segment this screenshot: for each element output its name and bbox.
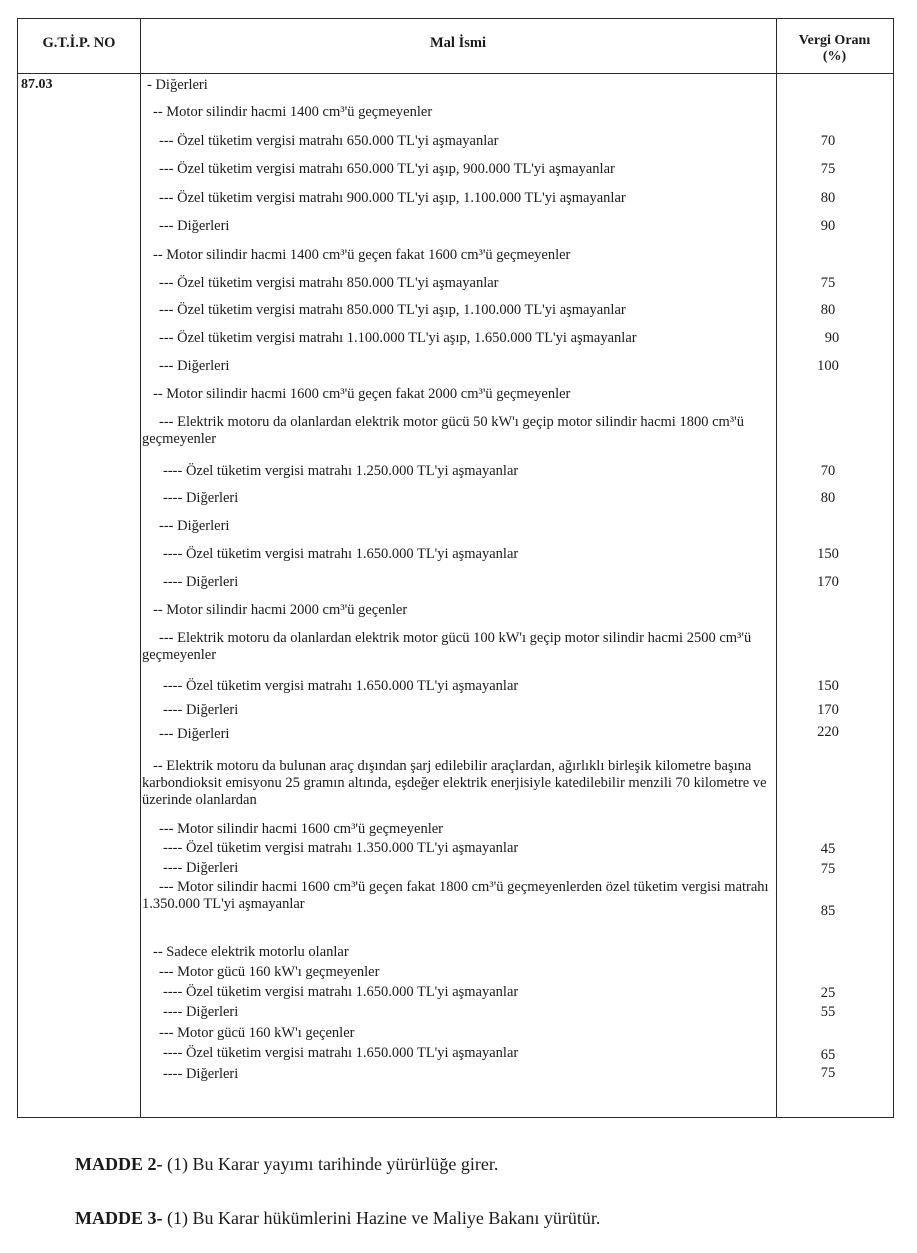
row-text: --- Özel tüketim vergisi matrahı 650.000 TL'yi aşıp, 900.000 TL'yi aşmayanlar [159,161,615,177]
article-3-label: MADDE 3- [75,1208,163,1228]
article-2-text: (1) Bu Karar yayımı tarihinde yürürlüğe girer. [162,1154,499,1174]
row-text: ---- Özel tüketim vergisi matrahı 1.250.000 TL'yi aşmayanlar [163,463,519,479]
row-text: --- Diğerleri [159,358,230,374]
row-text: ---- Diğerleri [163,1004,239,1020]
row-rate: 80 [820,190,836,206]
row-rate: 65 [820,1047,836,1063]
row-text: ---- Diğerleri [163,860,239,876]
row-rate: 70 [820,133,836,149]
row-text: --- Elektrik motoru da olanlardan elektrik motor gücü 100 kW'ı geçip motor silindir hacmi 2500 cm³'ü geçmeyenler [142,630,752,663]
row-rate: 85 [820,903,836,919]
row-rate: 75 [820,161,836,177]
row-text: --- Özel tüketim vergisi matrahı 1.100.000 TL'yi aşıp, 1.650.000 TL'yi aşmayanlar [159,330,637,346]
header-gtip-no: G.T.İ.P. NO [42,35,116,51]
row-text: --- Özel tüketim vergisi matrahı 850.000 TL'yi aşmayanlar [159,275,499,291]
row-text: --- Motor silindir hacmi 1600 cm³'ü geçmeyenler [159,821,443,837]
row-text: -- Motor silindir hacmi 2000 cm³'ü geçenler [153,602,408,618]
header-tax-rate-line2: (%) [822,49,847,64]
article-3-text: (1) Bu Karar hükümlerini Hazine ve Maliye Bakanı yürütür. [162,1208,601,1228]
row-text: ---- Özel tüketim vergisi matrahı 1.650.000 TL'yi aşmayanlar [163,678,519,694]
row-rate: 90 [824,330,840,346]
row-text: ---- Diğerleri [163,1066,239,1082]
row-text: ---- Diğerleri [163,490,239,506]
header-product-name: Mal İsmi [430,35,486,51]
tariff-table [17,18,894,1118]
row-text: --- Diğerleri [159,518,230,534]
article-3 [75,1208,600,1229]
row-text: --- Motor silindir hacmi 1600 cm³'ü geçen fakat 1800 cm³'ü geçmeyenlerden özel tüketim vergisi matrahı 1.350.000 TL'yi aşmayanlar [142,879,769,912]
row-text: --- Motor gücü 160 kW'ı geçmeyenler [159,964,380,980]
row-rate: 75 [820,1065,836,1081]
row-text: --- Özel tüketim vergisi matrahı 900.000 TL'yi aşıp, 1.100.000 TL'yi aşmayanlar [159,190,626,206]
row-rate: 70 [820,463,836,479]
row-rate: 150 [817,678,839,694]
row-text: --- Diğerleri [159,218,230,234]
row-rate: 55 [820,1004,836,1020]
row-text: --- Elektrik motoru da olanlardan elektrik motor gücü 50 kW'ı geçip motor silindir hacmi 1800 cm³'ü geçmeyenler [142,414,744,447]
row-text: - Diğerleri [147,77,208,93]
row-text: -- Motor silindir hacmi 1400 cm³'ü geçmeyenler [153,104,433,120]
row-text: --- Motor gücü 160 kW'ı geçenler [159,1025,355,1041]
row-rate: 45 [820,841,836,857]
row-rate: 80 [820,302,836,318]
row-text: ---- Özel tüketim vergisi matrahı 1.650.000 TL'yi aşmayanlar [163,984,519,1000]
row-text: -- Motor silindir hacmi 1600 cm³'ü geçen fakat 2000 cm³'ü geçmeyenler [153,386,571,402]
row-rate: 170 [817,702,839,718]
article-2 [75,1154,498,1175]
header-divider [18,73,893,74]
row-text: -- Sadece elektrik motorlu olanlar [153,944,349,960]
row-text: --- Özel tüketim vergisi matrahı 650.000 TL'yi aşmayanlar [159,133,499,149]
row-rate: 25 [820,985,836,1001]
row-text: ---- Özel tüketim vergisi matrahı 1.350.000 TL'yi aşmayanlar [163,840,519,856]
row-text: ---- Diğerleri [163,574,239,590]
row-text: --- Diğerleri [159,726,230,742]
row-text: ---- Özel tüketim vergisi matrahı 1.650.000 TL'yi aşmayanlar [163,1045,519,1061]
row-text: -- Motor silindir hacmi 1400 cm³'ü geçen fakat 1600 cm³'ü geçmeyenler [153,247,571,263]
row-rate: 90 [820,218,836,234]
row-rate: 220 [817,724,839,740]
row-rate: 75 [820,275,836,291]
row-text: --- Özel tüketim vergisi matrahı 850.000 TL'yi aşıp, 1.100.000 TL'yi aşmayanlar [159,302,626,318]
header-tax-rate [776,33,893,65]
column-divider [776,19,777,1117]
row-rate: 75 [820,861,836,877]
column-divider [140,19,141,1117]
row-rate: 150 [817,546,839,562]
row-text: -- Elektrik motoru da bulunan araç dışından şarj edilebilir araçlardan, ağırlıklı birleşik kilometre başına karbondioksit emisyonu 25 gramın altında, eşdeğer elektrik enerjisiyle katedilebilir menzili 70 kilometre ve üzerinde olanlardan [142,758,767,808]
row-rate: 80 [820,490,836,506]
row-rate: 170 [817,574,839,590]
header-tax-rate-line1: Vergi Oranı [798,33,871,48]
row-text: ---- Diğerleri [163,702,239,718]
article-2-label: MADDE 2- [75,1154,163,1174]
row-text: ---- Özel tüketim vergisi matrahı 1.650.000 TL'yi aşmayanlar [163,546,519,562]
row-rate: 100 [817,358,839,374]
gtip-code: 87.03 [21,77,53,92]
